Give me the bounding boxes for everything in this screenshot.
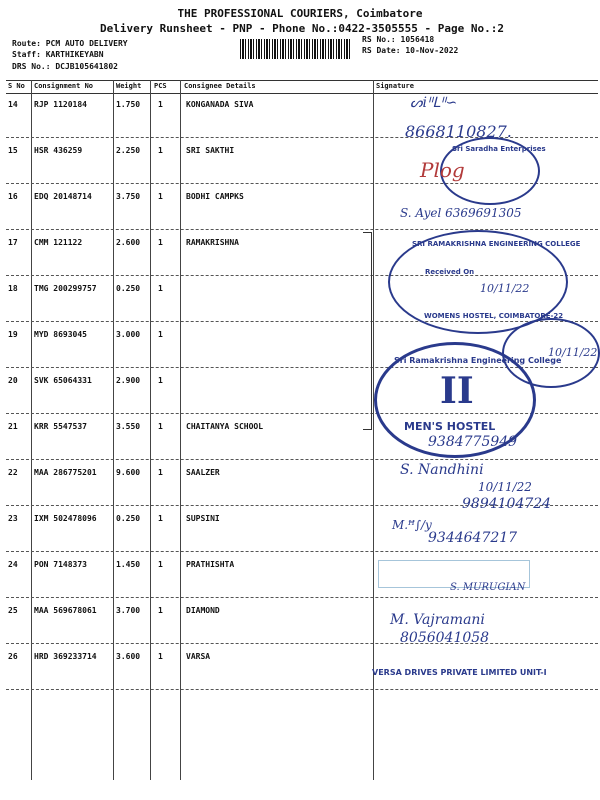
row-sno: 17 <box>8 238 18 247</box>
row-sno: 20 <box>8 376 18 385</box>
row-consignee: RAMAKRISHNA <box>186 238 239 247</box>
table-row <box>6 652 376 698</box>
table-row <box>6 238 376 284</box>
versa-stamp: VERSA DRIVES PRIVATE LIMITED UNIT-I <box>372 668 547 677</box>
signature-phone-25: 8056041058 <box>400 630 490 646</box>
row-consignment: IXM 502478096 <box>34 514 97 523</box>
runsheet-title: THE PROFESSIONAL COURIERS, Coimbatore <box>177 7 423 20</box>
table-row <box>6 560 376 606</box>
signature-name-24: S. MURUGIAN <box>450 582 526 593</box>
row-consignee: PRATHISHTA <box>186 560 235 569</box>
row-pcs: 1 <box>158 238 163 247</box>
row-sno: 16 <box>8 192 18 201</box>
row-weight: 3.700 <box>116 606 141 615</box>
row-consignee: VARSA <box>186 652 211 661</box>
row-consignee: DIAMOND <box>186 606 220 615</box>
row-pcs: 1 <box>158 468 163 477</box>
row-sno: 18 <box>8 284 18 293</box>
signature-phone-21: 9384775949 <box>428 434 518 450</box>
row-pcs: 1 <box>158 606 163 615</box>
table-row <box>6 376 376 422</box>
row-consignment: MAA 569678061 <box>34 606 97 615</box>
row-pcs: 1 <box>158 514 163 523</box>
signature-scribble: M.ꟸ∫/y <box>392 518 432 532</box>
signature-scribble: ᔕiᐦᒪᐦ∽ <box>410 95 458 111</box>
row-pcs: 1 <box>158 376 163 385</box>
row-consignee: SUPSINI <box>186 514 220 523</box>
drs-number: DRS No.: DCJB105641802 <box>12 62 118 71</box>
stamp-text: MEN'S HOSTEL <box>404 420 496 433</box>
row-consignee: KONGANADA SIVA <box>186 100 254 109</box>
stamp-date-19: 10/11/22 <box>548 346 598 359</box>
signature-phone-16: S. Ayel 6369691305 <box>400 206 522 220</box>
stamp-text: Sri Ramakrishna Engineering College <box>394 356 562 365</box>
bracket-mark <box>363 232 372 430</box>
row-consignment: SVK 65064331 <box>34 376 92 385</box>
table-row <box>6 146 376 192</box>
signature-phone-14: 8668110827. <box>405 122 512 141</box>
row-weight: 3.550 <box>116 422 141 431</box>
row-weight: 1.750 <box>116 100 141 109</box>
row-weight: 1.450 <box>116 560 141 569</box>
table-row <box>6 284 376 330</box>
row-pcs: 1 <box>158 192 163 201</box>
row-consignment: MYD 8693045 <box>34 330 87 339</box>
table-row <box>6 468 376 514</box>
row-pcs: 1 <box>158 146 163 155</box>
row-weight: 9.600 <box>116 468 141 477</box>
stamp-text: WOMENS HOSTEL, COIMBATORE-22 <box>424 312 564 320</box>
col-weight: Weight <box>116 82 142 90</box>
row-pcs: 1 <box>158 330 163 339</box>
row-sno: 25 <box>8 606 18 615</box>
row-consignee: SRI SAKTHI <box>186 146 235 155</box>
signature-date-22: 10/11/22 <box>478 480 532 494</box>
staff: Staff: KARTHIKEYABN <box>12 50 104 59</box>
row-consignment: HSR 436259 <box>34 146 83 155</box>
row-consignment: KRR 5547537 <box>34 422 87 431</box>
stamp-emblem: II <box>440 370 474 412</box>
stamp-date-17: 10/11/22 <box>480 282 530 295</box>
sarada-stamp-text: Sri Saradha Enterprises <box>452 145 546 153</box>
runsheet-subtitle: Delivery Runsheet - PNP - Phone No.:0422-3505555 - Page No.:2 <box>100 22 504 35</box>
col-signature: Signature <box>376 82 414 90</box>
row-weight: 3.600 <box>116 652 141 661</box>
row-consignment: TMG 200299757 <box>34 284 97 293</box>
row-sno: 24 <box>8 560 18 569</box>
table-row <box>6 606 376 652</box>
signature-phone-23: 9344647217 <box>428 530 518 546</box>
row-pcs: 1 <box>158 560 163 569</box>
row-sno: 23 <box>8 514 18 523</box>
signature-phone-22: 9894104724 <box>462 496 552 512</box>
row-sno: 15 <box>8 146 18 155</box>
row-sno: 14 <box>8 100 18 109</box>
col-pcs: PCS <box>154 82 167 90</box>
row-consignment: RJP 1120184 <box>34 100 87 109</box>
col-consignee: Consignee Details <box>184 82 256 90</box>
row-sno: 22 <box>8 468 18 477</box>
barcode <box>240 39 352 59</box>
row-consignee: BODHI CAMPKS <box>186 192 244 201</box>
row-pcs: 1 <box>158 652 163 661</box>
col-consignment: Consignment No <box>34 82 94 90</box>
row-pcs: 1 <box>158 422 163 431</box>
table-header <box>6 80 596 92</box>
signature-red: Plog <box>420 158 465 182</box>
table-row <box>6 422 376 468</box>
row-weight: 0.250 <box>116 284 141 293</box>
row-consignment: PON 7148373 <box>34 560 87 569</box>
row-sno: 21 <box>8 422 18 431</box>
stamp-text: SRI RAMAKRISHNA ENGINEERING COLLEGE <box>412 240 581 248</box>
row-weight: 2.250 <box>116 146 141 155</box>
row-consignment: CMM 121122 <box>34 238 83 247</box>
signature-name-22: S. Nandhini <box>400 462 484 478</box>
row-consignment: MAA 286775201 <box>34 468 97 477</box>
route: Route: PCM AUTO DELIVERY <box>12 39 128 48</box>
rs-number: RS No.: 1056418 <box>362 35 435 44</box>
table-row <box>6 514 376 560</box>
row-consignee: CHAITANYA SCHOOL <box>186 422 264 431</box>
col-sno: S No <box>8 82 25 90</box>
row-pcs: 1 <box>158 284 163 293</box>
rs-date: RS Date: 10-Nov-2022 <box>362 46 459 55</box>
table-row <box>6 100 376 146</box>
stamp-received: Received On <box>425 268 475 276</box>
signature-name-25: M. Vajramani <box>390 612 485 628</box>
row-weight: 2.900 <box>116 376 141 385</box>
table-row <box>6 192 376 238</box>
row-pcs: 1 <box>158 100 163 109</box>
row-weight: 3.000 <box>116 330 141 339</box>
row-sno: 26 <box>8 652 18 661</box>
row-consignee: SAALZER <box>186 468 220 477</box>
row-weight: 3.750 <box>116 192 141 201</box>
row-sno: 19 <box>8 330 18 339</box>
table-row <box>6 330 376 376</box>
row-weight: 2.600 <box>116 238 141 247</box>
row-consignment: EDQ 20148714 <box>34 192 92 201</box>
row-weight: 0.250 <box>116 514 141 523</box>
row-consignment: HRD 369233714 <box>34 652 97 661</box>
